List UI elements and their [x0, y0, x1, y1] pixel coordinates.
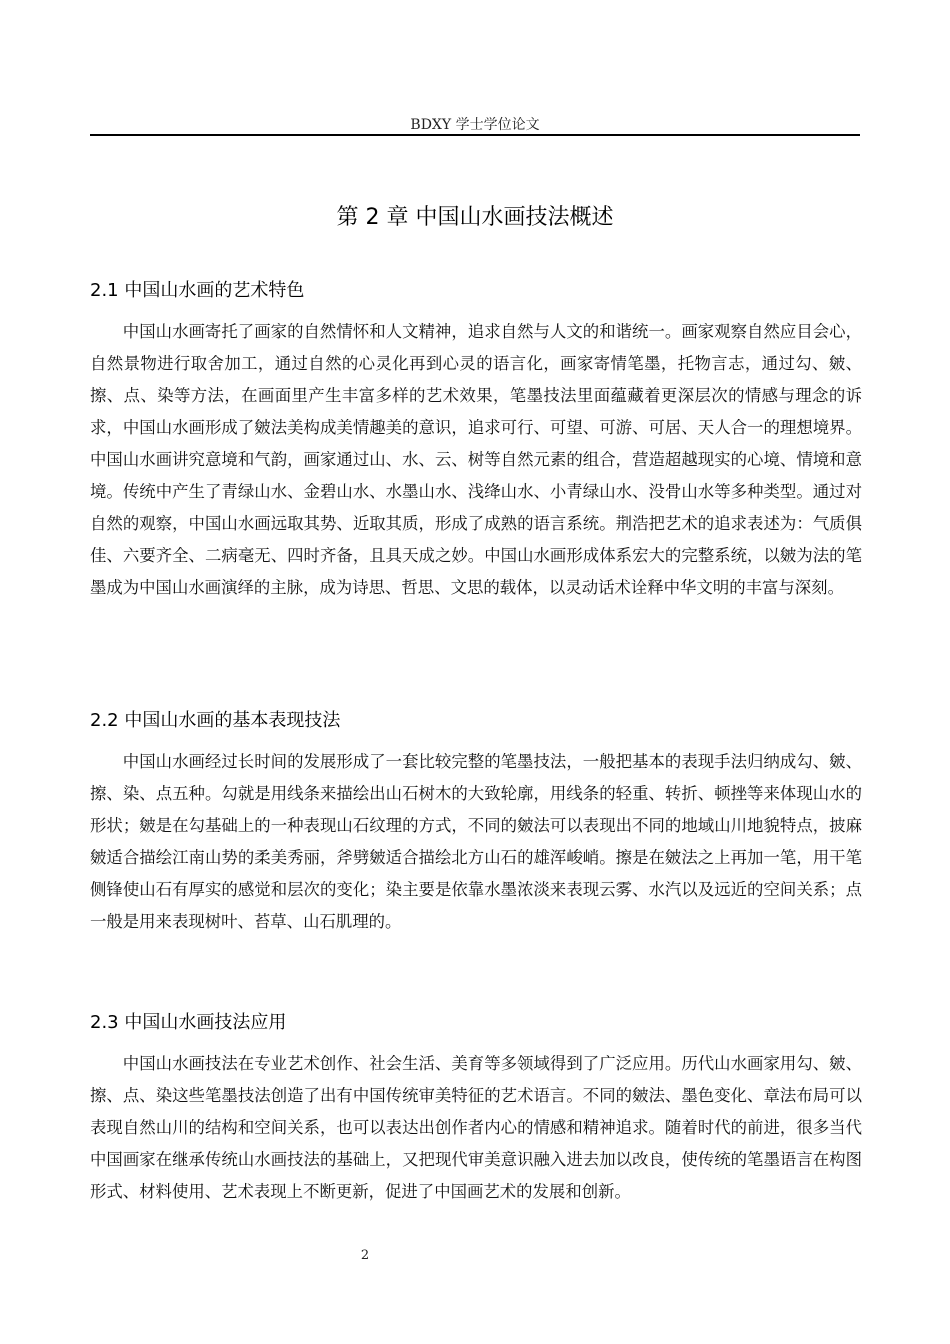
running-header: BDXY 学士学位论文: [410, 117, 540, 133]
header-divider: [90, 134, 860, 136]
section-heading-2-3: 2.3 中国山水画技法应用: [90, 1012, 287, 1033]
section-paragraph-2-1: 中国山水画寄托了画家的自然情怀和人文精神，追求自然与人文的和谐统一。画家观察自然应目会心，自然景物进行取舍加工，通过自然的心灵化再到心灵的语言化，画家寄情笔墨，托物言志，通过勾、皴、擦、点、染等方法，在画面里产生丰富多样的艺术效果，笔墨技法里面蕴藏着更深层次的情感与理念的诉求，中国山水画形成了皴法美构成美情趣美的意识，追求可行、可望、可游、可居、天人合一的理想境界。中国山水画讲究意境和气韵，画家通过山、水、云、树等自然元素的组合，营造超越现实的心境、情境和意境。传统中产生了青绿山水、金碧山水、水墨山水、浅绛山水、小青绿山水、没骨山水等多种类型。通过对自然的观察，中国山水画远取其势、近取其质，形成了成熟的语言系统。荆浩把艺术的追求表述为：气质俱佳、六要齐全、二病毫无、四时齐备，且具天成之妙。中国山水画形成体系宏大的完整系统，以皴为法的笔墨成为中国山水画演绎的主脉，成为诗思、哲思、文思的载体，以灵动话术诠释中华文明的丰富与深刻。: [90, 322, 862, 597]
section-heading-2-1: 2.1 中国山水画的艺术特色: [90, 280, 305, 301]
page-number: 2: [360, 1248, 370, 1263]
section-paragraph-2-2: 中国山水画经过长时间的发展形成了一套比较完整的笔墨技法，一般把基本的表现手法归纳成勾、皴、擦、染、点五种。勾就是用线条来描绘出山石树木的大致轮廓，用线条的轻重、转折、顿挫等来体现山水的形状；皴是在勾基础上的一种表现山石纹理的方式，不同的皴法可以表现出不同的地域山川地貌特点，披麻皴适合描绘江南山势的柔美秀丽，斧劈皴适合描绘北方山石的雄浑峻峭。擦是在皴法之上再加一笔，用干笔侧锋使山石有厚实的感觉和层次的变化；染主要是依靠水墨浓淡来表现云雾、水汽以及远近的空间关系；点一般是用来表现树叶、苔草、山石肌理的。: [90, 752, 862, 931]
section-heading-2-2: 2.2 中国山水画的基本表现技法: [90, 710, 341, 731]
chapter-title: 第 2 章 中国山水画技法概述: [336, 205, 614, 230]
section-paragraph-2-3: 中国山水画技法在专业艺术创作、社会生活、美育等多领域得到了广泛应用。历代山水画家用勾、皴、擦、点、染这些笔墨技法创造了出有中国传统审美特征的艺术语言。不同的皴法、墨色变化、章法布局可以表现自然山川的结构和空间关系，也可以表达出创作者内心的情感和精神追求。随着时代的前进，很多当代中国画家在继承传统山水画技法的基础上，又把现代审美意识融入进去加以改良，使传统的笔墨语言在构图形式、材料使用、艺术表现上不断更新，促进了中国画艺术的发展和创新。: [90, 1054, 862, 1201]
